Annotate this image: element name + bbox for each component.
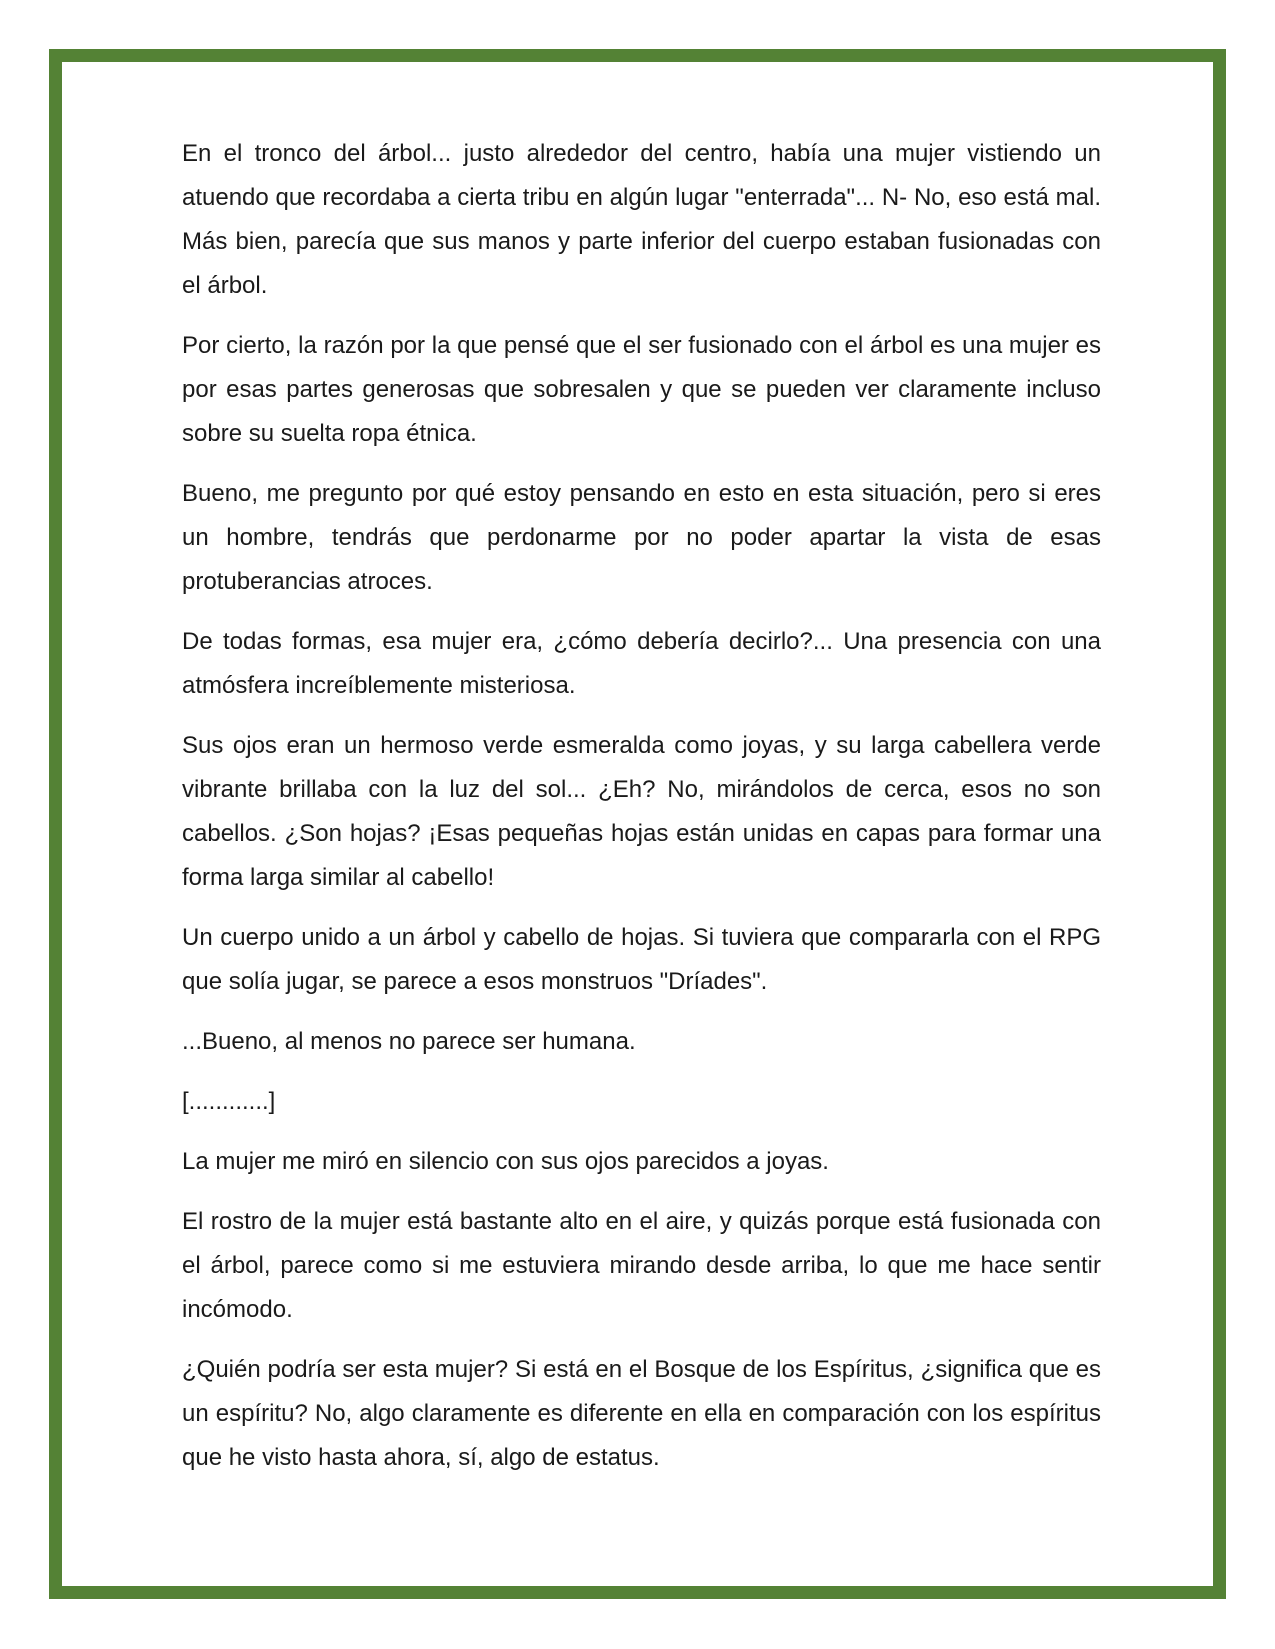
paragraph: [............]: [182, 1088, 276, 1115]
paragraph: La mujer me miró en silencio con sus ojos parecidos a joyas.: [182, 1148, 829, 1175]
paragraph: De todas formas, esa mujer era, ¿cómo debería decirlo?... Una presencia con una atmósfera increíblemente misteriosa.: [182, 628, 1101, 699]
paragraph: Un cuerpo unido a un árbol y cabello de hojas. Si tuviera que compararla con el RPG que solía jugar, se parece a esos monstruos "Dríades".: [182, 924, 1101, 995]
paragraph: ¿Quién podría ser esta mujer? Si está en el Bosque de los Espíritus, ¿significa que es un espíritu? No, algo claramente es diferente en ella en comparación con los espíritus que he visto hasta ahora, sí, algo de estatus.: [182, 1356, 1101, 1471]
document-body: [182, 132, 1101, 1496]
paragraph: Sus ojos eran un hermoso verde esmeralda como joyas, y su larga cabellera verde vibrante brillaba con la luz del sol... ¿Eh? No, mirándolos de cerca, esos no son cabellos. ¿Son hojas? ¡Esas pequeñas hojas están unidas en capas para formar una forma larga similar al cabello!: [182, 732, 1101, 891]
paragraph: El rostro de la mujer está bastante alto en el aire, y quizás porque está fusionada con el árbol, parece como si me estuviera mirando desde arriba, lo que me hace sentir incómodo.: [182, 1208, 1101, 1323]
paragraph: ...Bueno, al menos no parece ser humana.: [182, 1028, 636, 1055]
paragraph: Bueno, me pregunto por qué estoy pensando en esto en esta situación, pero si eres un hombre, tendrás que perdonarme por no poder apartar la vista de esas protuberancias atroces.: [182, 480, 1101, 595]
page-border-frame: [49, 49, 1226, 1599]
paragraph: Por cierto, la razón por la que pensé que el ser fusionado con el árbol es una mujer es por esas partes generosas que sobresalen y que se pueden ver claramente incluso sobre su suelta ropa étnica.: [182, 332, 1101, 447]
paragraph: En el tronco del árbol... justo alrededor del centro, había una mujer vistiendo un atuendo que recordaba a cierta tribu en algún lugar "enterrada"... N- No, eso está mal. Más bien, parecía que sus manos y parte inferior del cuerpo estaban fusionadas con el árbol.: [182, 140, 1101, 299]
